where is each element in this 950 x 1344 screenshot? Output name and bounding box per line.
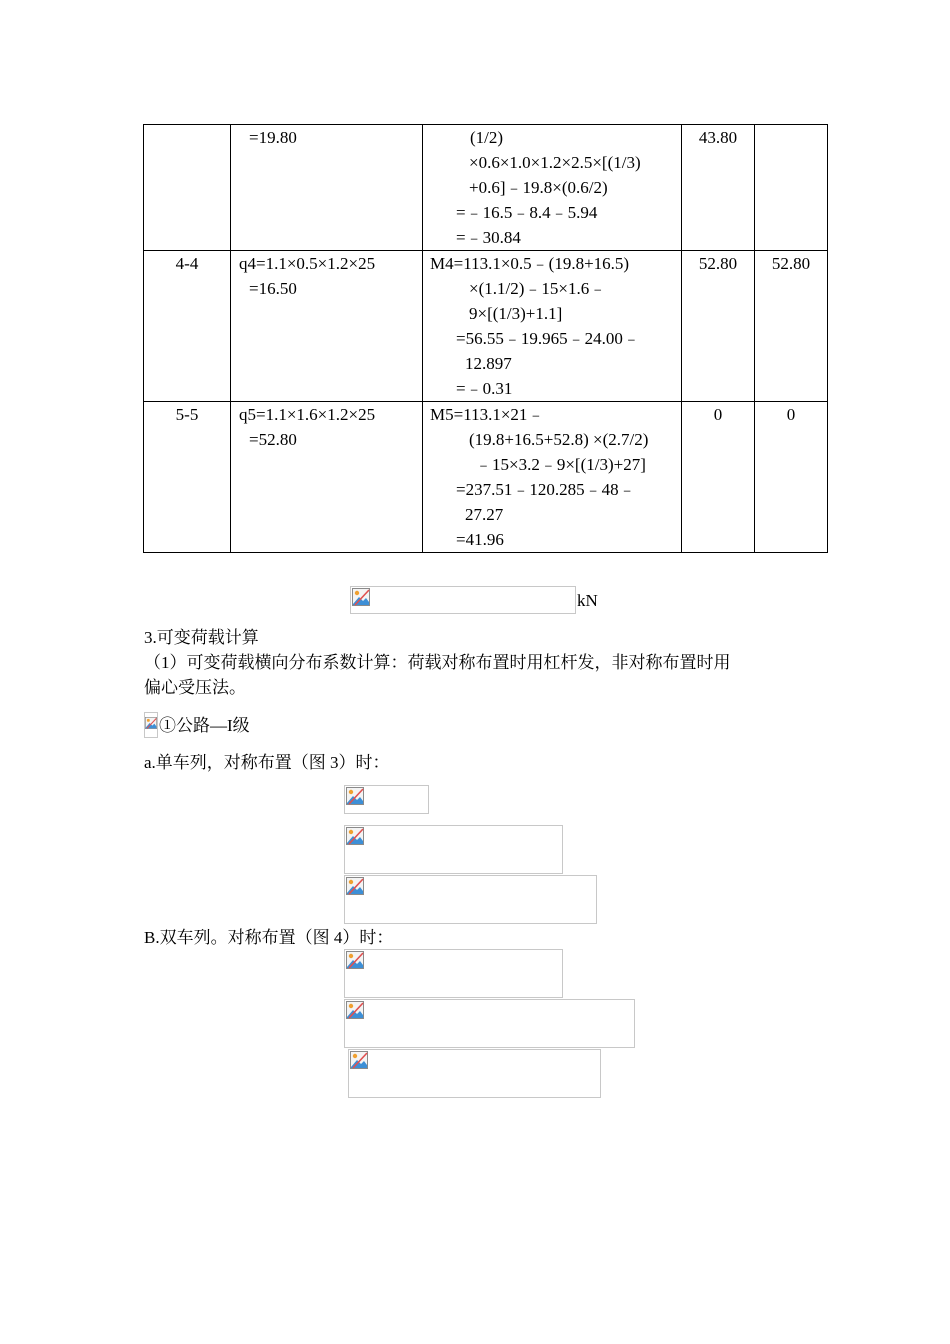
- case-label: a.单车列，对称布置（图 3）时：: [144, 753, 390, 772]
- formula-image-placeholder: [344, 875, 597, 924]
- section-cell: 5-5: [144, 402, 231, 553]
- moment-line: =﹣0.31: [456, 379, 513, 398]
- moment-line: ×(1.1/2)﹣15×1.6﹣: [469, 279, 607, 298]
- broken-image-icon: [145, 714, 157, 732]
- broken-image-icon: [346, 787, 364, 805]
- moment-line: =﹣16.5﹣8.4﹣5.94: [456, 203, 598, 222]
- moment-cell: [423, 251, 682, 402]
- moment-cell: [423, 125, 682, 251]
- unit-label: kN: [577, 591, 598, 610]
- moment-line: (1/2): [470, 128, 504, 147]
- list-item-heading: ①公路—I级: [159, 716, 250, 735]
- moment-line: M4=113.1×0.5﹣(19.8+16.5): [430, 254, 630, 273]
- load-line: =19.80: [249, 128, 297, 147]
- value-cell: 52.80: [682, 251, 755, 402]
- formula-image-placeholder: [350, 586, 576, 614]
- load-line: =52.80: [249, 430, 297, 449]
- table-row: [144, 125, 828, 251]
- broken-image-icon: [350, 1051, 368, 1069]
- moment-line: M5=113.1×21﹣: [430, 405, 545, 424]
- moment-line: =﹣30.84: [456, 228, 521, 247]
- moment-line: (19.8+16.5+52.8) ×(2.7/2): [469, 430, 649, 449]
- load-cell: [231, 125, 423, 251]
- section-heading: 3.可变荷载计算: [144, 628, 259, 647]
- value-cell: 43.80: [682, 125, 755, 251]
- value-cell: 52.80: [755, 251, 828, 402]
- paragraph-line: 偏心受压法。: [144, 678, 246, 697]
- moment-line: ﹣15×3.2﹣9×[(1/3)+27]: [475, 455, 646, 474]
- moment-line: =237.51﹣120.285﹣48﹣: [456, 480, 636, 499]
- formula-image-placeholder: [344, 949, 563, 998]
- load-line: q5=1.1×1.6×1.2×25: [239, 405, 376, 424]
- broken-image-icon: [346, 877, 364, 895]
- broken-image-icon: [346, 827, 364, 845]
- broken-image-icon: [352, 588, 370, 606]
- moment-line: +0.6]﹣19.8×(0.6/2): [469, 178, 608, 197]
- load-line: q4=1.1×0.5×1.2×25: [239, 254, 376, 273]
- case-label: B.双车列。对称布置（图 4）时：: [144, 928, 394, 947]
- moment-cell: [423, 402, 682, 553]
- moment-line: =41.96: [456, 530, 504, 549]
- value-cell: [755, 125, 828, 251]
- formula-image-placeholder: [344, 825, 563, 874]
- formula-image-placeholder: [344, 785, 429, 814]
- broken-image-icon: [346, 1001, 364, 1019]
- section-cell: [144, 125, 231, 251]
- table-row: [144, 402, 828, 553]
- inline-image-placeholder: [144, 712, 158, 738]
- value-cell: 0: [755, 402, 828, 553]
- paragraph-line: （1）可变荷载横向分布系数计算：荷载对称布置时用杠杆发，非对称布置时用: [144, 653, 731, 672]
- broken-image-icon: [346, 951, 364, 969]
- load-cell: [231, 402, 423, 553]
- section-cell: 4-4: [144, 251, 231, 402]
- moment-line: 27.27: [465, 505, 504, 524]
- moment-line: 9×[(1/3)+1.1]: [469, 304, 563, 323]
- table-row: [144, 251, 828, 402]
- load-cell: [231, 251, 423, 402]
- load-line: =16.50: [249, 279, 297, 298]
- internal-force-table: [143, 124, 828, 553]
- value-cell: 0: [682, 402, 755, 553]
- formula-image-placeholder: [344, 999, 635, 1048]
- formula-image-placeholder: [348, 1049, 601, 1098]
- moment-line: 12.897: [465, 354, 512, 373]
- moment-line: ×0.6×1.0×1.2×2.5×[(1/3): [469, 153, 641, 172]
- moment-line: =56.55﹣19.965﹣24.00﹣: [456, 329, 640, 348]
